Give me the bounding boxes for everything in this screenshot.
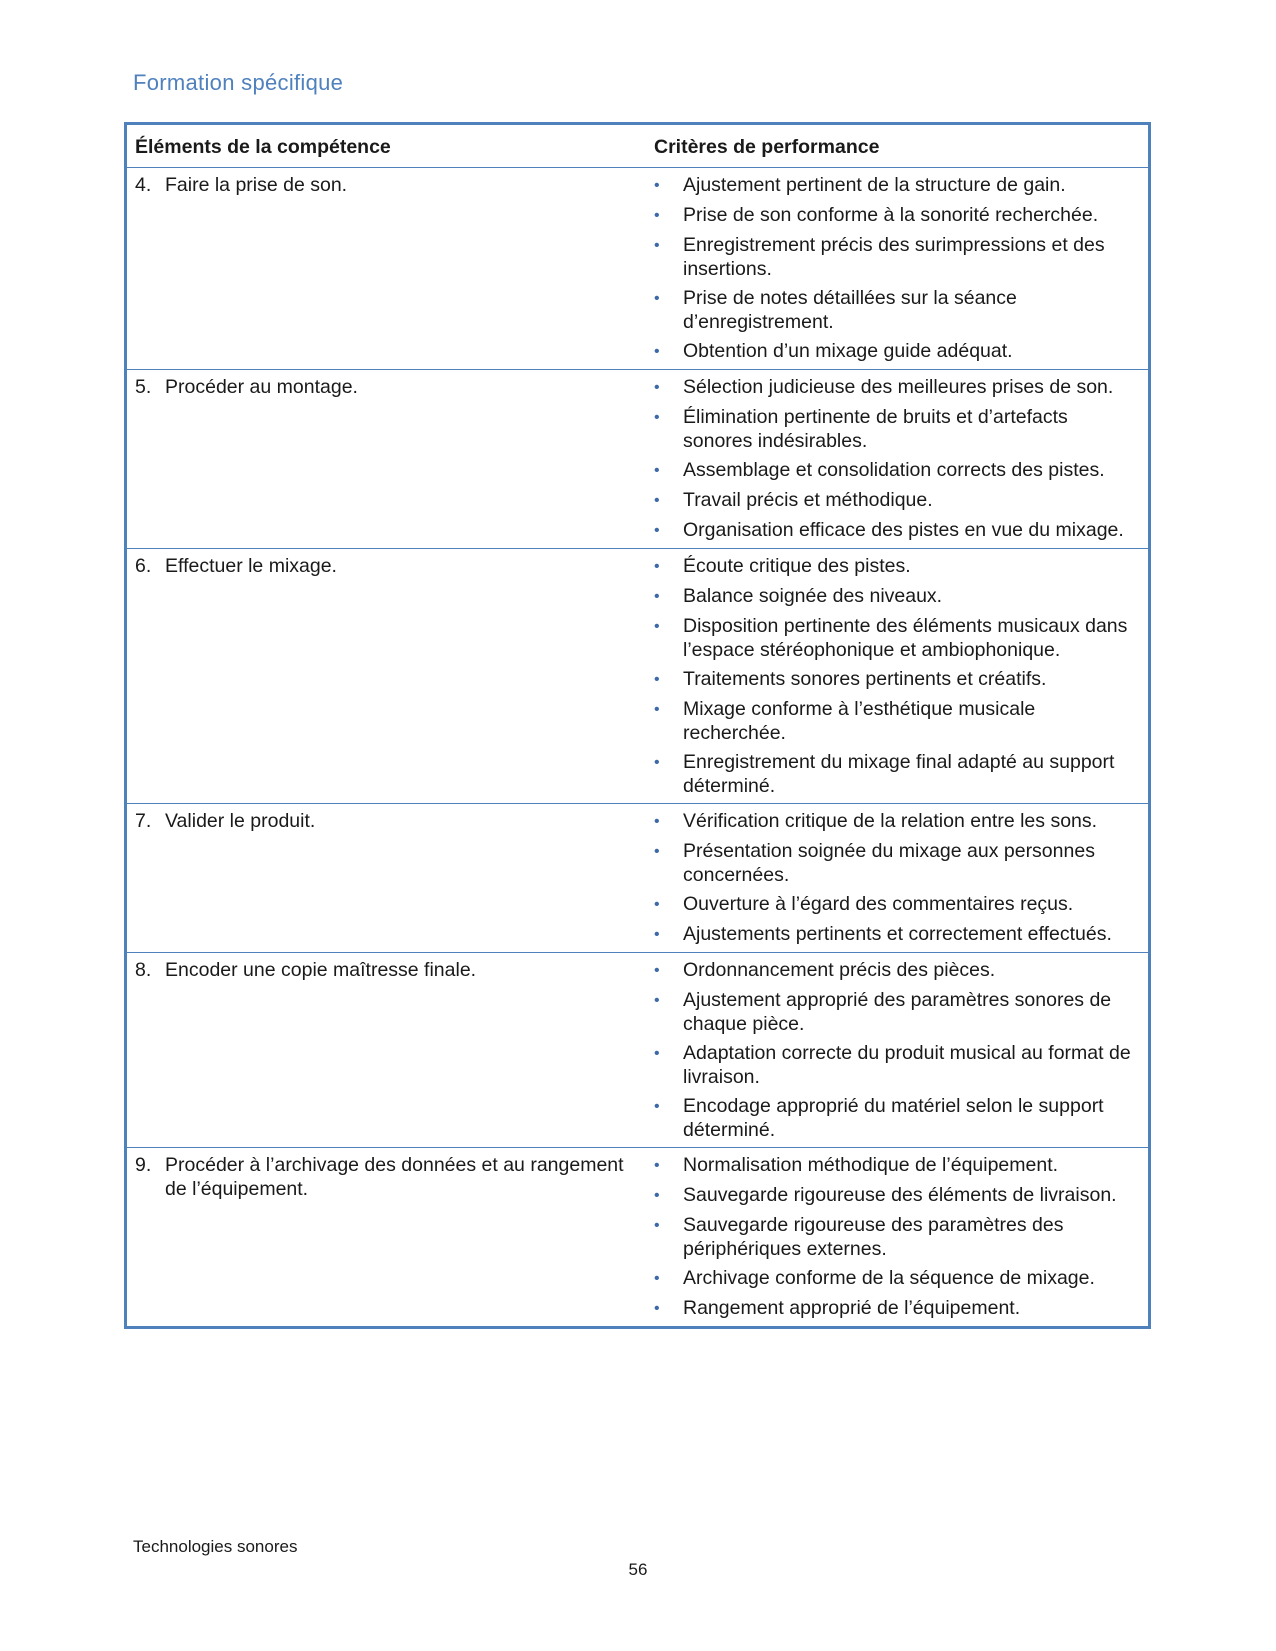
criterion-item [654, 458, 1140, 483]
criteria-cell [638, 1148, 1150, 1328]
competence-table [124, 122, 1151, 1329]
element-cell [126, 549, 639, 804]
table-row [126, 1148, 1150, 1328]
element-cell [126, 804, 639, 953]
criterion-item [654, 839, 1140, 887]
element-number: 9. [135, 1154, 152, 1176]
competence-element [135, 375, 630, 399]
competence-element [135, 1153, 630, 1201]
bullet-icon: • [654, 409, 660, 426]
bullet-icon: • [654, 1098, 660, 1115]
criterion-item [654, 1296, 1140, 1321]
criteria-list [654, 958, 1140, 1142]
criterion-text: Disposition pertinente des éléments musicaux dans l’espace stéréophonique et ambiophonique. [683, 615, 1128, 661]
criterion-item [654, 233, 1140, 281]
criteria-cell [638, 370, 1150, 549]
criterion-item [654, 286, 1140, 334]
element-text: Encoder une copie maîtresse finale. [165, 959, 477, 981]
criterion-text: Écoute critique des pistes. [683, 555, 911, 577]
bullet-icon: • [654, 926, 660, 943]
criterion-text: Rangement approprié de l’équipement. [683, 1297, 1021, 1319]
criterion-text: Organisation efficace des pistes en vue du mixage. [683, 519, 1124, 541]
criterion-item [654, 1153, 1140, 1178]
criteria-cell [638, 549, 1150, 804]
criterion-text: Sélection judicieuse des meilleures prises de son. [683, 376, 1114, 398]
criterion-item [654, 892, 1140, 917]
criterion-item [654, 697, 1140, 745]
criterion-item [654, 1041, 1140, 1089]
criterion-text: Vérification critique de la relation entre les sons. [683, 810, 1098, 832]
table-row [126, 370, 1150, 549]
criterion-item [654, 339, 1140, 364]
bullet-icon: • [654, 588, 660, 605]
criterion-item [654, 988, 1140, 1036]
criterion-item [654, 405, 1140, 453]
criterion-item [654, 375, 1140, 400]
bullet-icon: • [654, 177, 660, 194]
bullet-icon: • [654, 558, 660, 575]
criterion-item [654, 667, 1140, 692]
competence-element [135, 173, 630, 197]
bullet-icon: • [654, 701, 660, 718]
footer-program: Technologies sonores [133, 1537, 298, 1556]
criteria-list [654, 375, 1140, 543]
criterion-text: Encodage approprié du matériel selon le support déterminé. [683, 1095, 1104, 1141]
element-text: Procéder au montage. [165, 376, 358, 398]
bullet-icon: • [654, 754, 660, 771]
criterion-item [654, 203, 1140, 228]
element-number: 7. [135, 810, 152, 832]
bullet-icon: • [654, 671, 660, 688]
bullet-icon: • [654, 522, 660, 539]
criterion-text: Travail précis et méthodique. [683, 489, 933, 511]
criteria-cell [638, 168, 1150, 370]
criterion-text: Assemblage et consolidation corrects des pistes. [683, 459, 1105, 481]
criterion-text: Élimination pertinente de bruits et d’artefacts sonores indésirables. [683, 406, 1068, 452]
criterion-text: Ajustements pertinents et correctement effectués. [683, 923, 1112, 945]
bullet-icon: • [654, 618, 660, 635]
criterion-item [654, 173, 1140, 198]
criterion-text: Enregistrement du mixage final adapté au support déterminé. [683, 751, 1115, 797]
bullet-icon: • [654, 492, 660, 509]
element-number: 4. [135, 174, 152, 196]
section-title: Formation spécifique [133, 70, 344, 95]
table-row [126, 953, 1150, 1148]
element-cell [126, 168, 639, 370]
criterion-text: Ordonnancement précis des pièces. [683, 959, 996, 981]
competence-element [135, 809, 630, 833]
criterion-text: Normalisation méthodique de l’équipement. [683, 1154, 1059, 1176]
bullet-icon: • [654, 1300, 660, 1317]
bullet-icon: • [654, 379, 660, 396]
criterion-text: Ajustement approprié des paramètres sonores de chaque pièce. [683, 989, 1112, 1035]
criterion-item [654, 1183, 1140, 1208]
criteria-cell [638, 804, 1150, 953]
criterion-item [654, 584, 1140, 609]
criterion-item [654, 1094, 1140, 1142]
criteria-list [654, 1153, 1140, 1321]
criterion-text: Sauvegarde rigoureuse des paramètres des périphériques externes. [683, 1214, 1064, 1260]
criterion-text: Traitements sonores pertinents et créatifs. [683, 668, 1047, 690]
table-body [126, 168, 1150, 1328]
criterion-text: Mixage conforme à l’esthétique musicale recherchée. [683, 698, 1036, 744]
criterion-text: Présentation soignée du mixage aux personnes concernées. [683, 840, 1095, 886]
element-text: Valider le produit. [165, 810, 316, 832]
criterion-text: Prise de notes détaillées sur la séance d’enregistrement. [683, 287, 1017, 333]
bullet-icon: • [654, 290, 660, 307]
criterion-text: Ajustement pertinent de la structure de gain. [683, 174, 1066, 196]
bullet-icon: • [654, 343, 660, 360]
criterion-text: Obtention d’un mixage guide adéquat. [683, 340, 1013, 362]
criteria-list [654, 554, 1140, 798]
competence-element [135, 958, 630, 982]
criteria-cell [638, 953, 1150, 1148]
bullet-icon: • [654, 843, 660, 860]
element-cell [126, 953, 639, 1148]
competence-element [135, 554, 630, 578]
bullet-icon: • [654, 896, 660, 913]
bullet-icon: • [654, 992, 660, 1009]
criterion-item [654, 958, 1140, 983]
bullet-icon: • [654, 1217, 660, 1234]
element-text: Procéder à l’archivage des données et au rangement de l’équipement. [165, 1154, 624, 1200]
criterion-text: Ouverture à l’égard des commentaires reçus. [683, 893, 1074, 915]
criterion-item [654, 1266, 1140, 1291]
element-text: Faire la prise de son. [165, 174, 348, 196]
bullet-icon: • [654, 1157, 660, 1174]
element-number: 5. [135, 376, 152, 398]
criterion-item [654, 614, 1140, 662]
table-row [126, 804, 1150, 953]
criterion-item [654, 750, 1140, 798]
criterion-item [654, 809, 1140, 834]
element-cell [126, 1148, 639, 1328]
criterion-text: Archivage conforme de la séquence de mixage. [683, 1267, 1095, 1289]
criterion-text: Sauvegarde rigoureuse des éléments de livraison. [683, 1184, 1117, 1206]
criteria-list [654, 173, 1140, 364]
element-text: Effectuer le mixage. [165, 555, 337, 577]
bullet-icon: • [654, 1187, 660, 1204]
criterion-item [654, 1213, 1140, 1261]
criterion-text: Adaptation correcte du produit musical au format de livraison. [683, 1042, 1131, 1088]
bullet-icon: • [654, 1270, 660, 1287]
element-number: 8. [135, 959, 152, 981]
criteria-list [654, 809, 1140, 947]
criterion-text: Balance soignée des niveaux. [683, 585, 943, 607]
bullet-icon: • [654, 962, 660, 979]
criterion-item [654, 488, 1140, 513]
element-number: 6. [135, 555, 152, 577]
bullet-icon: • [654, 462, 660, 479]
table-row [126, 549, 1150, 804]
page-number: 56 [628, 1560, 648, 1579]
criterion-item [654, 554, 1140, 579]
table-row [126, 168, 1150, 370]
bullet-icon: • [654, 813, 660, 830]
criterion-item [654, 518, 1140, 543]
criterion-text: Enregistrement précis des surimpressions et des insertions. [683, 234, 1105, 280]
column-header-elements: Éléments de la compétence [126, 124, 639, 168]
element-cell [126, 370, 639, 549]
table-header-row [126, 124, 1150, 168]
bullet-icon: • [654, 237, 660, 254]
bullet-icon: • [654, 207, 660, 224]
criterion-text: Prise de son conforme à la sonorité recherchée. [683, 204, 1099, 226]
bullet-icon: • [654, 1045, 660, 1062]
column-header-criteria: Critères de performance [638, 124, 1150, 168]
criterion-item [654, 922, 1140, 947]
